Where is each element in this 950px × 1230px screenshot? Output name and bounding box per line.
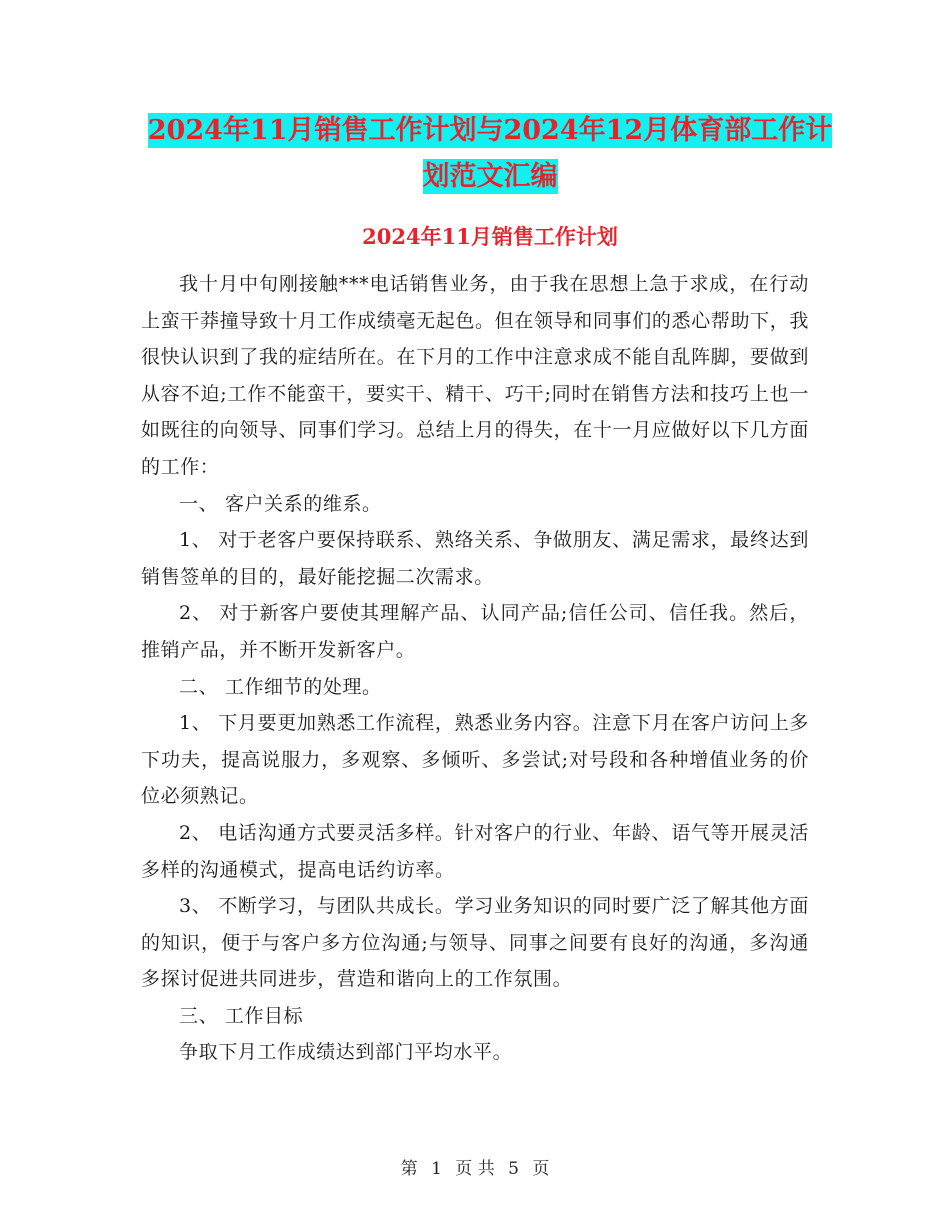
body-paragraph: 二、 工作细节的处理。 — [179, 675, 382, 698]
page-footer — [0, 1154, 950, 1179]
total-pages: 5 — [508, 1159, 519, 1179]
body-paragraph: 三、 工作目标 — [179, 1004, 304, 1027]
document-body — [141, 266, 809, 1071]
document-title — [140, 108, 840, 200]
body-paragraph: 3、 不断学习，与团队共成长。学习业务知识的同时要广泛了解其他方面的知识，便于与客户多方位沟通;与领导、同事之间要有良好的沟通，多沟通多探讨促进共同进步，营造和谐向上的工作氛围。 — [141, 895, 809, 991]
body-paragraph: 1、 对于老客户要保持联系、熟络关系、争做朋友、满足需求，最终达到销售签单的目的，最好能挖掘二次需求。 — [141, 529, 809, 588]
body-paragraph: 一、 客户关系的维系。 — [179, 492, 382, 515]
section-title: 2024年11月销售工作计划 — [362, 224, 618, 249]
document-title-text: 2024年11月销售工作计划与2024年12月体育部工作计划范文汇编 — [147, 115, 833, 192]
body-paragraph: 我十月中旬刚接触***电话销售业务，由于我在思想上急于求成，在行动上蛮干莽撞导致十月工作成绩毫无起色。但在领导和同事们的悉心帮助下，我很快认识到了我的症结所在。在下月的工作中注意求成不能自乱阵脚，要做到从容不迫;工作不能蛮干，要实干、精干、巧干;同时在销售方法和技巧上也一如既往的向领导、同事们学习。总结上月的得失，在十一月应做好以下几方面的工作： — [141, 273, 809, 478]
body-paragraph: 争取下月工作成绩达到部门平均水平。 — [179, 1041, 513, 1064]
body-paragraph: 1、 下月要更加熟悉工作流程，熟悉业务内容。注意下月在客户访问上多下功夫，提高说服力，多观察、多倾听、多尝试;对号段和各种增值业务的价位必须熟记。 — [141, 712, 809, 808]
body-paragraph: 2、 对于新客户要使其理解产品、认同产品;信任公司、信任我。然后，推销产品，并不断开发新客户。 — [141, 602, 809, 661]
page-suffix: 页 — [532, 1159, 550, 1179]
page-prefix: 第 — [400, 1159, 418, 1179]
page-mid: 页 共 — [455, 1159, 495, 1179]
body-paragraph: 2、 电话沟通方式要灵活多样。针对客户的行业、年龄、语气等开展灵活多样的沟通模式，提高电话约访率。 — [141, 821, 809, 881]
page-number: 1 — [431, 1159, 442, 1179]
